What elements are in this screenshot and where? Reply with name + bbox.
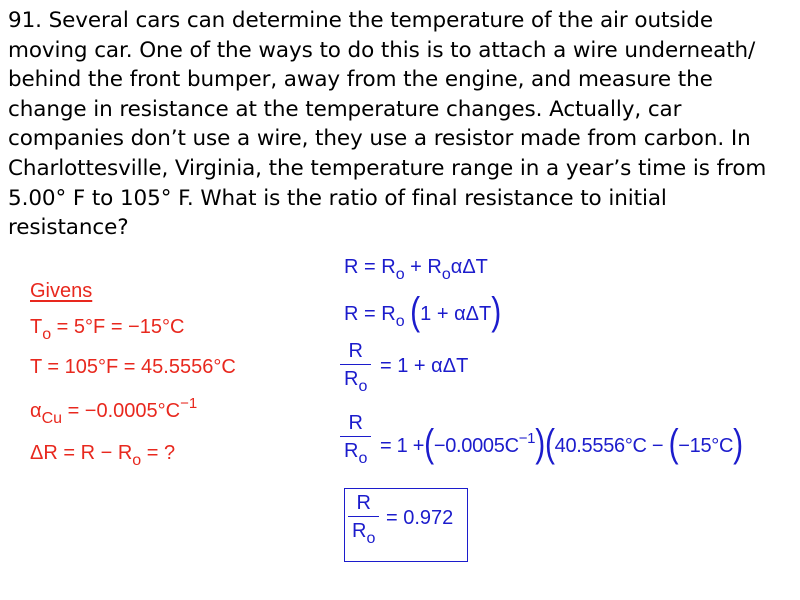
problem-statement: 91. Several cars can determine the temperature of the air outside moving car. One of the ways to do this is to attach a wire underneath/ behind the front bumper, away from the engine, and measure the change in resistance at the temperature changes. Actually, car companies don’t use a wire, they use a resistor made from carbon. In Charlottesville, Virginia, the temperature range in a year’s time is from 5.00° F to 105° F. What is the ratio of final resistance to initial resistance? (8, 8, 767, 241)
answer-fraction: R $R_o$ (348, 492, 379, 544)
given-initial-temperature: $T_o = 5^\circ F = -15^\circ C$ (30, 316, 185, 343)
answer-value: = 0.972 (386, 507, 454, 529)
right-paren: ) (491, 290, 502, 334)
given-alpha-coefficient: $\alpha_{Cu} = -0.0005^\circ C^{-1}$ (30, 395, 198, 427)
ratio-fraction-2: R $R_o$ (340, 412, 371, 464)
left-paren: ( (410, 290, 421, 334)
ratio-fraction-1: R $R_o$ (340, 340, 371, 392)
equation-ratio-rhs: = 1 + αΔT (380, 355, 469, 377)
given-delta-resistance: $\Delta R = R - R_o$ = ? (30, 442, 176, 469)
equation-resistance-linear: $R = R_o + R_o\alpha\Delta T$ (344, 256, 488, 283)
equation-resistance-factored: $R = R_o$ (1 + αΔT) (344, 290, 502, 334)
givens-title: Givens (30, 280, 93, 302)
given-final-temperature: T = 105°F = 45.5556°C (30, 356, 236, 378)
equation-substitution: = $1 +(-0.0005C^{-1})(40.5556^\circ C - (-15^\circ C)$ (380, 422, 743, 466)
